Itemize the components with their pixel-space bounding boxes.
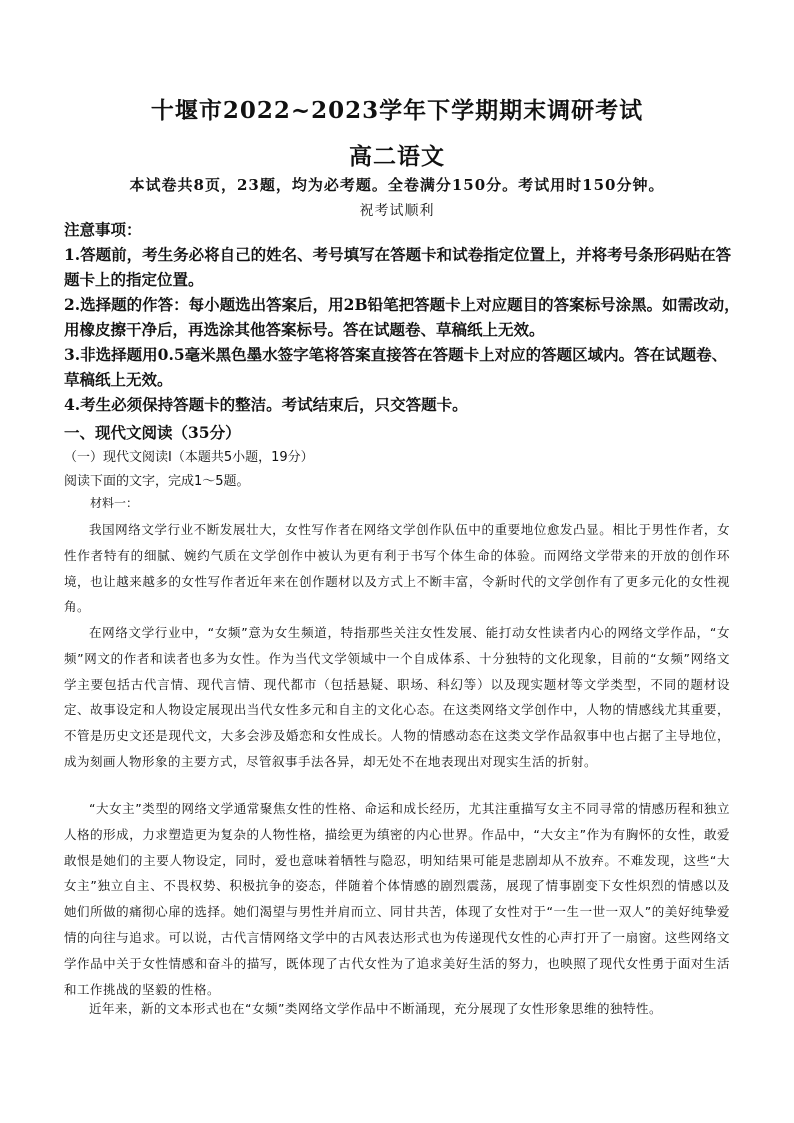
reading-instruction: 阅读下面的文字，完成1～5题。 (64, 474, 250, 489)
exam-title: 十堰市2022~2023学年下学期期末调研考试 (150, 97, 644, 124)
notice-heading: 注意事项： (64, 220, 142, 239)
section-heading: 一、现代文阅读（35分） (64, 423, 241, 442)
exam-wish: 祝考试顺利 (359, 203, 435, 219)
passage-paragraph-3: “大女主”类型的网络文学通常聚焦女性的性格、命运和成长经历，尤其注重描写女主不同寻常的情感历程和独立人格的形成，力求塑造更为复杂的人物性格，描绘更为缜密的内心世界。作品中，“大女主”作为有胸怀的女性，敢爱敢恨是她们的主要人物设定，同时，爱也意味着牺牲与隐忍，明知结果可能是悲剧却从不放弃。不难发现，这些“大女主”独立自主、不畏权势、积极抗争的姿态，伴随着个体情感的剧烈震荡，展现了情事剧变下女性炽烈的情感以及她们所做的痛彻心扉的选择。她们渴望与男性并肩而立、同甘共苦，体现了女性对于“一生一世一双人”的美好纯挚爱情的向往与追求。可以说，古代言情网络文学中的古风表达形式也为传递现代女性的心声打开了一扇窗。这些网络文学作品中关于女性情感和奋斗的描写，既体现了古代女性为了追求美好生活的努力，也映照了现代女性勇于面对生活和工作挑战的坚毅的性格。 (64, 801, 730, 997)
notice-item-3: 3.非选择题用0.5毫米黑色墨水签字笔将答案直接答在答题卡上对应的答题区域内。答在试题卷、草稿纸上无效。 (64, 345, 728, 389)
subject-title: 高二语文 (349, 143, 445, 170)
notice-item-1: 1.答题前，考生务必将自己的姓名、考号填写在答题卡和试卷指定位置上，并将考号条形码贴在答题卡上的指定位置。 (64, 245, 732, 289)
passage-paragraph-2: 在网络文学行业中，“女频”意为女生频道，特指那些关注女性发展、能打动女性读者内心的网络文学作品，“女频”网文的作者和读者也多为女性。作为当代文学领域中一个自成体系、十分独特的文化现象，目前的“女频”网络文学主要包括古代言情、现代言情、现代都市（包括悬疑、职场、科幻等）以及现实题材等文学类型，不同的题材设定、故事设定和人物设定展现出当代女性多元和自主的文化心态。在这类网络文学创作中，人物的情感线尤其重要，不管是历史文还是现代文，大多会涉及婚恋和女性成长。人物的情感动态在这类文学作品叙事中也占据了主导地位，成为刻画人物形象的主要方式，尽管叙事手法各异，却无处不在地表现出对现实生活的折射。 (64, 625, 730, 769)
section-subheading: （一）现代文阅读Ⅰ（本题共5小题，19分） (64, 450, 314, 465)
notice-item-2: 2.选择题的作答：每小题选出答案后，用2B铅笔把答题卡上对应题目的答案标号涂黑。如需改动，用橡皮擦干净后，再选涂其他答案标号。答在试题卷、草稿纸上无效。 (64, 295, 740, 339)
exam-info: 本试卷共8页，23题，均为必考题。全卷满分150分。考试用时150分钟。 (129, 176, 665, 194)
passage-paragraph-4: 近年来，新的文本形式也在“女频”类网络文学作品中不断涌现，充分展现了女性形象思维的独特性。 (89, 1001, 662, 1016)
passage-paragraph-1: 我国网络文学行业不断发展壮大，女性写作者在网络文学创作队伍中的重要地位愈发凸显。相比于男性作者，女性作者特有的细腻、婉约气质在文学创作中被认为更有利于书写个体生命的体验。而网络文学带来的开放的创作环境，也让越来越多的女性写作者近年来在创作题材以及方式上不断丰富，令新时代的文学创作有了更多元化的女性视角。 (64, 522, 730, 615)
material-label: 材料一： (90, 496, 139, 510)
notice-item-4: 4.考生必须保持答题卡的整洁。考试结束后，只交答题卡。 (64, 395, 468, 414)
